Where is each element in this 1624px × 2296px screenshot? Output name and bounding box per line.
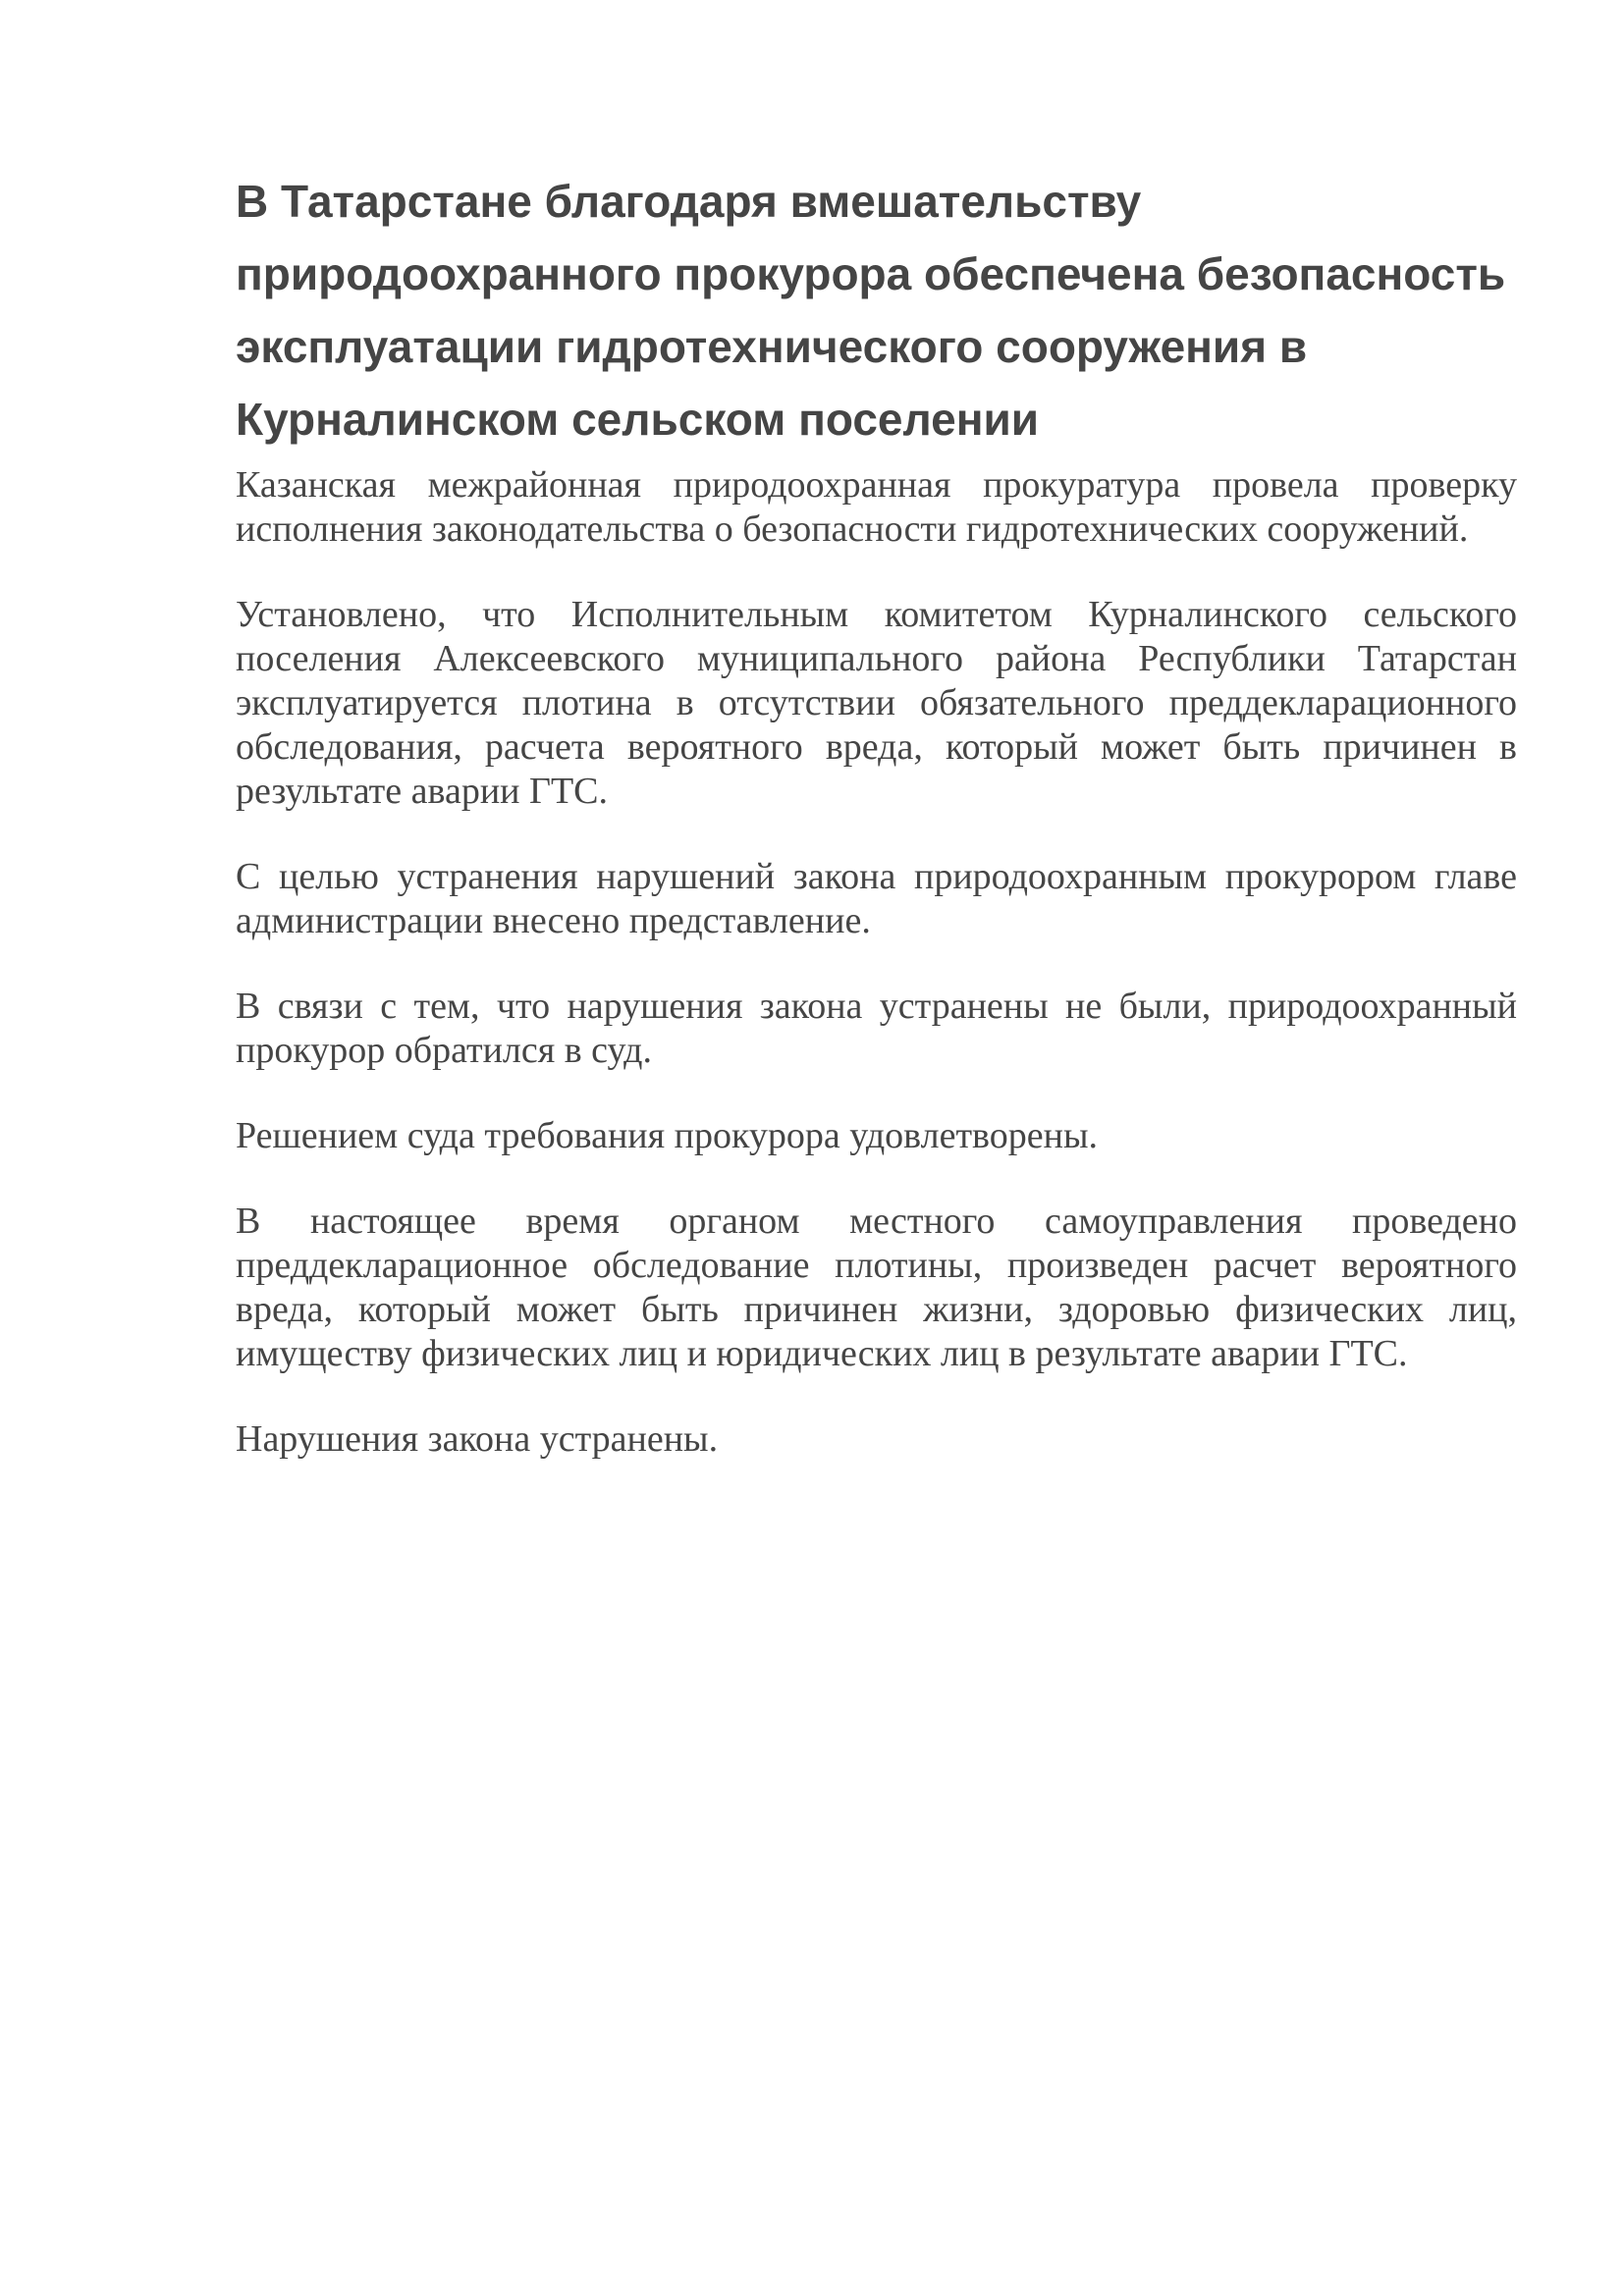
paragraph: Установлено, что Исполнительным комитетом Курналинского сельского поселения Алексеевского муниципального района Республики Татарстан эксплуатируется плотина в отсутствии обязательного преддекларационного обследования, расчета вероятного вреда, который может быть причинен в результате аварии ГТС. (236, 594, 1517, 812)
paragraph: Нарушения закона устранены. (236, 1418, 719, 1460)
paragraph: В настоящее время органом местного самоуправления проведено преддекларационное обследование плотины, произведен расчет вероятного вреда, который может быть причинен жизни, здоровью физических лиц, имуществу физических лиц и юридических лиц в результате аварии ГТС. (236, 1201, 1517, 1374)
paragraph: С целью устранения нарушений закона природоохранным прокурором главе администрации внесено представление. (236, 856, 1517, 941)
document-page (236, 165, 1517, 1503)
article-title: В Татарстане благодаря вмешательству природоохранного прокурора обеспечена безопасность эксплуатации гидротехнического сооружения в Курналинском сельском поселении (236, 176, 1506, 445)
paragraph: Казанская межрайонная природоохранная прокуратура провела проверку исполнения законодательства о безопасности гидротехнических сооружений. (236, 464, 1517, 550)
paragraph: В связи с тем, что нарушения закона устранены не были, природоохранный прокурор обратился в суд. (236, 986, 1517, 1071)
paragraph: Решением суда требования прокурора удовлетворены. (236, 1115, 1098, 1156)
